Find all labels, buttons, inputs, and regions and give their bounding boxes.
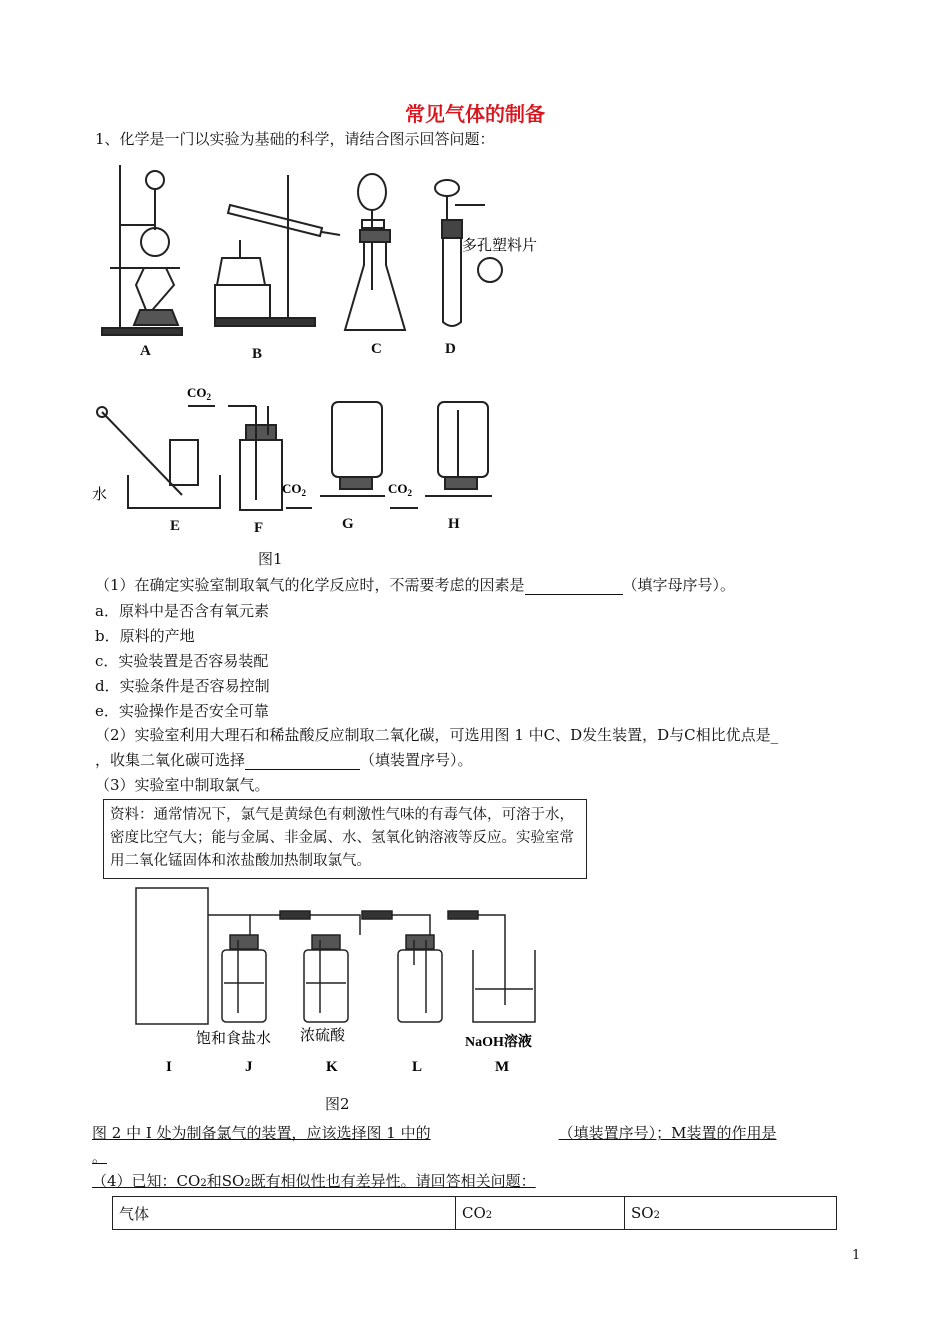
question-1-2a: （2）实验室利用大理石和稀盐酸反应制取二氧化碳，可选用图 1 中C、D发生装置，D与C相比优点是_ (95, 726, 779, 744)
apparatus-m (473, 950, 535, 1022)
option-b: b．原料的产地 (95, 627, 195, 645)
label-saturated-brine: 饱和食盐水 (196, 1031, 272, 1047)
svg-text:CO2: $CO_2$ (282, 481, 306, 498)
page-title: 常见气体的制备 (405, 102, 545, 126)
question-1-intro: 1、化学是一门以实验为基础的科学，请结合图示回答问题： (95, 130, 495, 148)
fig2-label-j: J (245, 1059, 253, 1075)
table-cell-so2: SO2 (625, 1197, 837, 1230)
table-cell-gas: 气体 (113, 1197, 456, 1230)
gas-comparison-table (112, 1196, 837, 1230)
svg-text:CO2: $CO_2$ (388, 481, 412, 498)
answer-blank-3[interactable] (431, 1124, 559, 1142)
fig1-label-g: G (342, 516, 354, 532)
page-number: 1 (852, 1248, 861, 1263)
answer-blank-1[interactable] (525, 576, 623, 595)
figure-2-caption: 图2 (325, 1095, 350, 1113)
apparatus-i (136, 888, 208, 1024)
svg-text:CO2: $CO_2$ (187, 385, 211, 402)
fig2-label-m: M (495, 1059, 510, 1075)
apparatus-a (102, 165, 182, 335)
question-fig2-end: 。 (92, 1148, 108, 1166)
apparatus-c (345, 174, 405, 330)
apparatus-f (228, 406, 282, 510)
fig1-label-d: D (445, 341, 456, 357)
option-d: d．实验条件是否容易控制 (95, 677, 270, 695)
fig2-label-i: I (166, 1059, 172, 1075)
perforated-plate-label: 多孔塑料片 (462, 238, 538, 254)
fig1-label-b: B (252, 346, 263, 362)
apparatus-k (304, 935, 348, 1022)
option-e: e．实验操作是否安全可靠 (95, 702, 269, 720)
question-1-3: （3）实验室中制取氯气。 (95, 776, 270, 794)
fig2-label-k: K (326, 1059, 338, 1075)
fig1-label-f: F (254, 520, 264, 536)
question-1-4: （4）已知：CO2和SO2既有相似性也有差异性。请回答相关问题： (92, 1172, 536, 1190)
question-fig2: 图 2 中 I 处为制备氯气的装置，应该选择图 1 中的 （填装置序号）；M装置的作用是 (92, 1124, 777, 1142)
label-naoh-solution: NaOH溶液 (465, 1035, 532, 1050)
apparatus-e (97, 407, 220, 508)
fig1-label-c: C (371, 341, 382, 357)
fig1-label-h: H (448, 516, 460, 532)
apparatus-l (398, 935, 442, 1022)
fig1-label-a: A (140, 343, 151, 359)
fig1-label-e: E (170, 518, 181, 534)
apparatus-g (320, 402, 385, 496)
table-row (113, 1197, 837, 1230)
option-c: c．实验装置是否容易装配 (95, 652, 269, 670)
water-label: 水 (92, 487, 108, 503)
option-a: a．原料中是否含有氧元素 (95, 602, 269, 620)
table-cell-co2: CO2 (456, 1197, 625, 1230)
apparatus-b (215, 175, 340, 326)
apparatus-h (425, 402, 492, 496)
answer-blank-2[interactable] (245, 751, 360, 770)
info-box: 资料：通常情况下，氯气是黄绿色有刺激性气味的有毒气体，可溶于水，密度比空气大；能与金属、非金属、水、氢氧化钠溶液等反应。实验室常用二氧化锰固体和浓盐酸加热制取氯气。 (103, 799, 587, 879)
figure-1 (90, 150, 590, 540)
question-1-1: （1）在确定实验室制取氧气的化学反应时，不需要考虑的因素是 （填字母序号）。 (95, 576, 736, 594)
figure-1-caption: 图1 (258, 550, 283, 568)
question-1-2b: ，收集二氧化碳可选择 （填装置序号）。 (95, 751, 473, 769)
figure-2 (130, 885, 550, 1085)
label-conc-sulfuric-acid: 浓硫酸 (300, 1028, 346, 1044)
apparatus-j (222, 935, 266, 1022)
fig2-label-l: L (412, 1059, 423, 1075)
